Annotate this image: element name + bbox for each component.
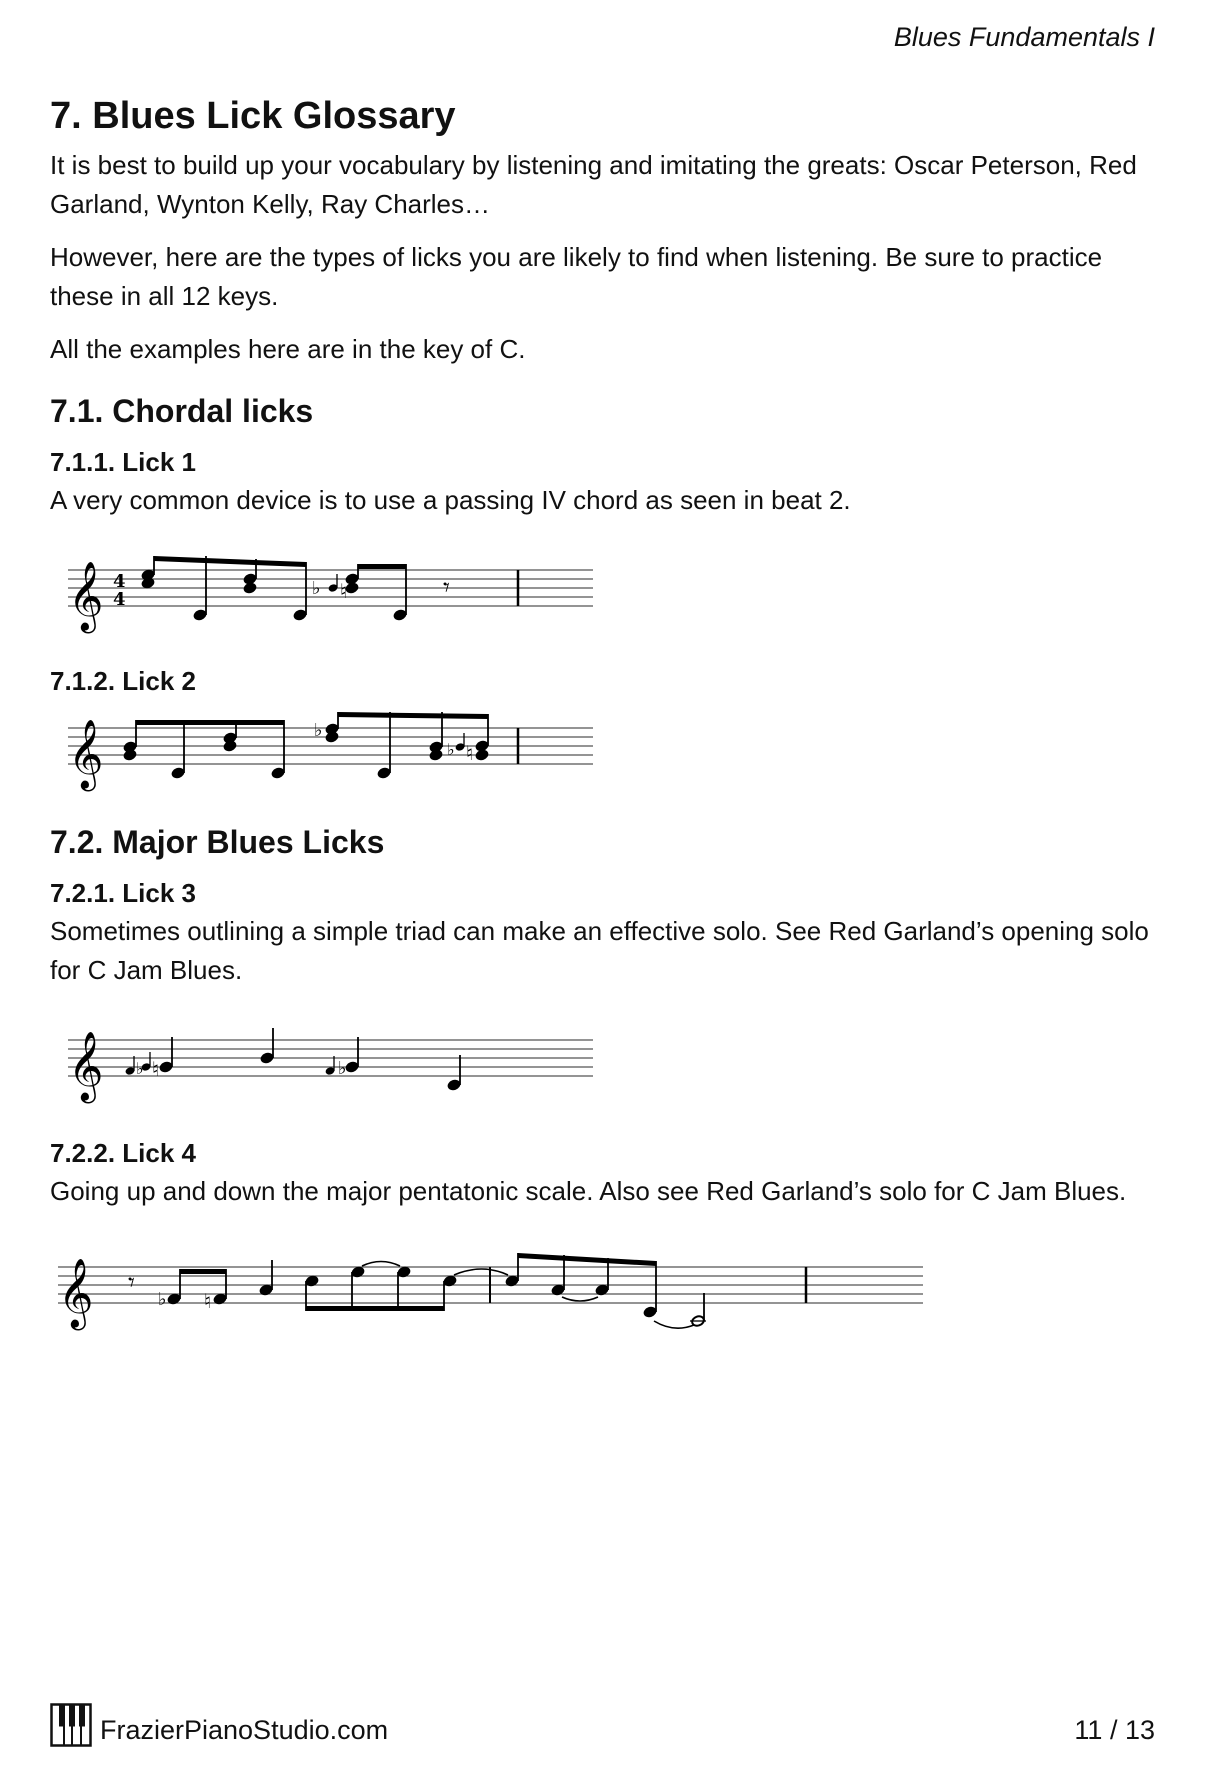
lick-4-title: 7.2.2. Lick 4	[50, 1138, 196, 1168]
natural-sign-icon: ♮	[204, 1289, 212, 1313]
note-head	[345, 1061, 359, 1074]
lick-4-staff	[50, 1233, 950, 1343]
piano-logo-icon	[50, 1703, 92, 1747]
lick-3-title: 7.2.1. Lick 3	[50, 878, 196, 908]
lick-2-title: 7.1.2. Lick 2	[50, 666, 196, 696]
treble-clef-icon: 𝄞	[58, 1258, 94, 1328]
note-head	[260, 1052, 274, 1065]
eighth-rest-icon: 𝄾	[443, 573, 450, 603]
chapter-title: 7. Blues Lick Glossary	[50, 95, 456, 137]
page-content	[50, 92, 1160, 1343]
section-title-chordal-licks: 7.1. Chordal licks	[50, 393, 314, 429]
footer-site: FrazierPianoStudio.com	[100, 1715, 389, 1745]
grace-note-head	[455, 743, 465, 751]
note-head	[243, 573, 257, 586]
intro-paragraph-1: It is best to build up your vocabulary by listening and imitating the greats: Oscar Peterson, Red Garland, Wynton Kelly, Ray Charles…	[50, 150, 1137, 219]
note-head	[643, 1306, 657, 1319]
grace-note-head	[125, 1067, 135, 1075]
note-head	[193, 609, 207, 622]
time-signature-bottom: 4	[113, 589, 126, 610]
section-title-major-blues-licks: 7.2. Major Blues Licks	[50, 824, 385, 860]
natural-sign-icon: ♮	[340, 579, 348, 603]
grace-note-head	[325, 1067, 335, 1075]
running-header: Blues Fundamentals I	[893, 22, 1155, 52]
treble-clef-icon: 𝄞	[68, 1031, 104, 1101]
lick-1-title: 7.1.1. Lick 1	[50, 447, 196, 477]
natural-sign-icon: ♮	[466, 741, 474, 765]
treble-clef-icon: 𝄞	[68, 561, 104, 631]
time-signature-top: 4	[113, 571, 126, 592]
intro-paragraph-2: However, here are the types of licks you are likely to find when listening. Be sure to practice these in all 12 keys.	[50, 242, 1103, 311]
note-head	[171, 767, 185, 780]
note-head	[271, 767, 285, 780]
flat-sign-icon: ♭	[312, 578, 321, 599]
lick-1-staff	[50, 540, 650, 640]
treble-clef-icon: 𝄞	[68, 719, 104, 789]
lick-3-description: Sometimes outlining a simple triad can make an effective solo. See Red Garland’s opening solo for C Jam Blues.	[50, 916, 1149, 985]
flat-sign-icon: ♭	[158, 1289, 167, 1310]
lick-3-staff	[50, 1010, 650, 1110]
flat-sign-icon: ♭	[136, 1059, 144, 1078]
page-number: 11 / 13	[1074, 1715, 1155, 1745]
lick-1-description: A very common device is to use a passing IV chord as seen in beat 2.	[50, 485, 851, 515]
note-head	[475, 740, 489, 753]
note-head	[159, 1061, 173, 1074]
note-head	[293, 609, 307, 622]
grace-note-head	[328, 584, 338, 592]
lick-2-staff	[50, 700, 650, 800]
natural-sign-icon: ♮	[152, 1057, 160, 1081]
note-head	[393, 609, 407, 622]
intro-paragraph-3: All the examples here are in the key of C.	[50, 334, 526, 364]
flat-sign-icon: ♭	[314, 720, 323, 741]
lick-4-description: Going up and down the major pentatonic scale. Also see Red Garland’s solo for C Jam Blues.	[50, 1176, 1127, 1206]
note-head	[377, 767, 391, 780]
flat-sign-icon: ♭	[447, 740, 455, 759]
eighth-rest-icon: 𝄾	[128, 1268, 135, 1298]
flat-sign-icon: ♭	[338, 1058, 347, 1079]
note-head	[447, 1079, 461, 1092]
